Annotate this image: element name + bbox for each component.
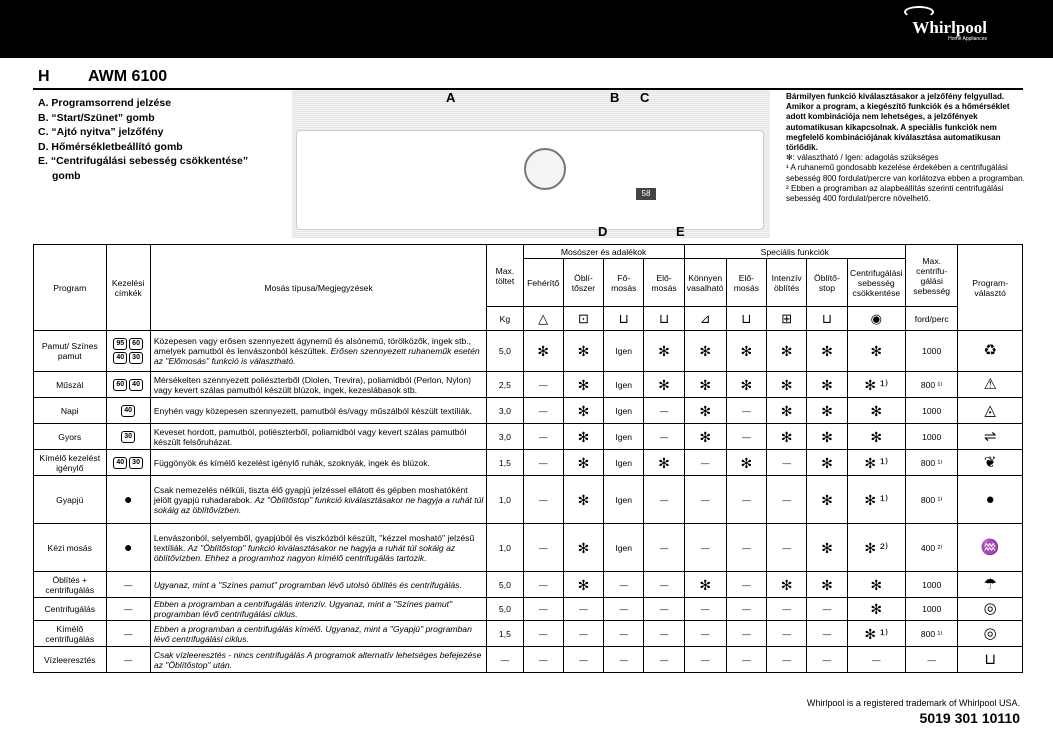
- care-labels: —: [106, 621, 150, 647]
- program-selector-icon: ◎: [958, 598, 1023, 621]
- care-labels: [106, 398, 150, 424]
- cell-1: ✻: [563, 424, 603, 450]
- max-rpm: 1000: [906, 598, 958, 621]
- label-b: B: [610, 90, 620, 105]
- program-desc: Lenvászonból, selyemből, gyapjúból és viszkózból készült, "kézzel mosható" jelzésű textíliák. Az "Öblítőstop" funkció kiválasztásakor ne hagyja a ruhát túl sokáig az öblítővízben. Ehhez a programhoz nagyon kímélő centrifugálás tartozik.: [150, 524, 486, 572]
- max-load: 1,0: [487, 476, 523, 524]
- h-spec: Speciális funkciók: [684, 245, 905, 259]
- cell-8: ✻: [847, 398, 905, 424]
- program-name: Napi: [34, 398, 107, 424]
- program-name: Gyapjú: [34, 476, 107, 524]
- care-label-badge: 30: [121, 431, 135, 443]
- col-header-6: Intenzív öblítés: [767, 259, 807, 307]
- h-kezelesi: Kezelési címkék: [106, 245, 150, 331]
- note-2: Amikor a program, a kiegészítő funkciók és a hőmérséklet adott kombinációja nem lehetséges, a jelzőfények automatikusan kikapcsolnak. A speciális funkciók nem megfelelő kombinációjának kiválasztása automatikusan törlődik.: [786, 102, 1010, 153]
- cell-2: —: [604, 572, 644, 598]
- cell-6: —: [767, 598, 807, 621]
- cell-2: —: [604, 647, 644, 673]
- cell-8: ✻: [847, 598, 905, 621]
- cell-3: ✻: [644, 450, 684, 476]
- cell-2: Igen: [604, 450, 644, 476]
- table-row: [34, 598, 1023, 621]
- col-header-1: Öblí-tőszer: [563, 259, 603, 307]
- program-selector-icon: ◎: [958, 621, 1023, 647]
- program-selector-icon: ♻: [958, 331, 1023, 372]
- cell-5: —: [726, 572, 766, 598]
- cell-4: ✻: [684, 572, 726, 598]
- col-icon-8: ◉: [847, 307, 905, 331]
- cell-1: ✻: [563, 476, 603, 524]
- cell-0: —: [523, 598, 563, 621]
- col-header-3: Elő-mosás: [644, 259, 684, 307]
- footnote-1: ¹ A ruhanemű gondosabb kezelése érdekében a centrifugálási sebesség 800 fordulat/percre van korlátozva ebben a programban.: [786, 163, 1025, 183]
- cell-1: —: [563, 621, 603, 647]
- care-labels: [106, 372, 150, 398]
- cell-7: —: [807, 647, 847, 673]
- care-labels: [106, 424, 150, 450]
- program-name: Műszál: [34, 372, 107, 398]
- cell-4: ✻: [684, 331, 726, 372]
- care-labels: —: [106, 647, 150, 673]
- col-header-4: Könnyen vasalható: [684, 259, 726, 307]
- cell-2: Igen: [604, 331, 644, 372]
- table-row: [34, 621, 1023, 647]
- program-name: Öblítés + centrifugálás: [34, 572, 107, 598]
- cell-6: —: [767, 476, 807, 524]
- cell-0: —: [523, 647, 563, 673]
- max-rpm: 400 ²⁾: [906, 524, 958, 572]
- h-valaszto: Program-választó: [958, 245, 1023, 331]
- cell-8: ✻ ¹⁾: [847, 621, 905, 647]
- max-rpm: 1000: [906, 424, 958, 450]
- top-bar: [0, 0, 1053, 58]
- note-1: Bármilyen funkció kiválasztásakor a jelzőfény felgyullad.: [786, 92, 1005, 101]
- program-desc: Ebben a programban a centrifugálás kímélő. Ugyanaz, mint a "Gyapjú" programban lévő centrifugálási ciklus.: [150, 621, 486, 647]
- cell-7: ✻: [807, 372, 847, 398]
- care-label-badge: 40: [113, 457, 127, 469]
- label-a: A: [446, 90, 456, 105]
- cell-5: —: [726, 598, 766, 621]
- language-code: H: [38, 68, 50, 85]
- footnote-2: ² Ebben a programban az alapbeállítás szerinti centrifugálási sebesség 400 fordulat/percre növelhető.: [786, 183, 1004, 204]
- temperature-display: 58: [636, 188, 656, 200]
- cell-1: ✻: [563, 398, 603, 424]
- cell-3: —: [644, 398, 684, 424]
- cell-6: ✻: [767, 331, 807, 372]
- cell-8: ✻: [847, 424, 905, 450]
- model-title: AWM 6100: [88, 68, 168, 85]
- col-icon-2: ⊔: [604, 307, 644, 331]
- cell-1: ✻: [563, 524, 603, 572]
- cell-4: ✻: [684, 372, 726, 398]
- cell-1: —: [563, 598, 603, 621]
- cell-0: —: [523, 621, 563, 647]
- program-desc: Közepesen vagy erősen szennyezett ágynemű és alsónemű, törölközők, ingek stb., amelyek pamutból és lenvászonból készültek. Erősen szennyezett ruhaneműk esetén az "Előmosás" funkció is választható.: [150, 331, 486, 372]
- cell-2: —: [604, 621, 644, 647]
- max-load: 1,5: [487, 621, 523, 647]
- max-rpm: 800 ¹⁾: [906, 450, 958, 476]
- col-icon-7: ⊔: [807, 307, 847, 331]
- cell-6: ✻: [767, 372, 807, 398]
- program-name: Kézi mosás: [34, 524, 107, 572]
- care-labels: [106, 450, 150, 476]
- program-name: Vízleeresztés: [34, 647, 107, 673]
- care-label-badge: 60: [129, 338, 143, 350]
- program-desc: Függönyök és kímélő kezelést igénylő ruhák, szoknyák, ingek és blúzok.: [150, 450, 486, 476]
- cell-5: —: [726, 476, 766, 524]
- program-name: Kímélő kezelést igénylő: [34, 450, 107, 476]
- program-name: Centrifugálás: [34, 598, 107, 621]
- label-e: E: [676, 224, 685, 239]
- max-load: 1,0: [487, 524, 523, 572]
- cell-0: ✻: [523, 331, 563, 372]
- care-label-badge: 40: [129, 379, 143, 391]
- cell-0: —: [523, 372, 563, 398]
- program-desc: Ebben a programban a centrifugálás intenzív. Ugyanaz, mint a "Színes pamut" programban lévő centrifugálási ciklus.: [150, 598, 486, 621]
- cell-3: —: [644, 572, 684, 598]
- col-header-8: Centrifugálási sebesség csökkentése: [847, 259, 905, 307]
- cell-6: —: [767, 621, 807, 647]
- program-name: Gyors: [34, 424, 107, 450]
- legend-d: D. Hőmérsékletbeállító gomb: [38, 140, 183, 153]
- col-header-0: Fehérítő: [523, 259, 563, 307]
- h-program: Program: [34, 245, 107, 331]
- h-cent: Max. centrifu-gálási sebesség: [906, 245, 958, 307]
- col-header-2: Fő-mosás: [604, 259, 644, 307]
- care-label-badge: 30: [129, 352, 143, 364]
- cell-5: —: [726, 621, 766, 647]
- cell-3: —: [644, 621, 684, 647]
- care-labels: ●: [106, 524, 150, 572]
- program-dial[interactable]: [524, 148, 566, 190]
- program-desc: Keveset hordott, pamutból, poliészterből, poliamidból vagy kevert szálas pamutból készült felsőruházat.: [150, 424, 486, 450]
- cell-0: —: [523, 424, 563, 450]
- program-desc: Csak nemezelés nélküli, tiszta élő gyapjú jelzéssel ellátott és gépben moshatóként jelölt gyapjú ruhadarabok. Az "Öblítőstop" funkció kiválasztásakor ne hagyja a ruhát túl sokáig az öblítővízben.: [150, 476, 486, 524]
- cell-7: ✻: [807, 476, 847, 524]
- cell-4: —: [684, 450, 726, 476]
- cell-4: —: [684, 524, 726, 572]
- col-header-5: Elő-mosás: [726, 259, 766, 307]
- cell-0: —: [523, 572, 563, 598]
- cell-1: ✻: [563, 372, 603, 398]
- cell-7: ✻: [807, 572, 847, 598]
- cell-1: ✻: [563, 572, 603, 598]
- table-row: [34, 476, 1023, 524]
- table-row: [34, 450, 1023, 476]
- cell-8: ✻ ¹⁾: [847, 450, 905, 476]
- program-selector-icon: ☂: [958, 572, 1023, 598]
- max-load: 5,0: [487, 598, 523, 621]
- cell-6: ✻: [767, 572, 807, 598]
- control-panel-image: [292, 90, 770, 238]
- table-row: [34, 424, 1023, 450]
- max-load: 5,0: [487, 572, 523, 598]
- cell-5: ✻: [726, 372, 766, 398]
- care-label-badge: 60: [113, 379, 127, 391]
- cell-3: —: [644, 598, 684, 621]
- col-icon-0: △: [523, 307, 563, 331]
- cell-1: —: [563, 647, 603, 673]
- cell-1: ✻: [563, 331, 603, 372]
- note-3: ✻: választható / Igen: adagolás szükséges: [786, 153, 939, 163]
- cell-8: ✻ ¹⁾: [847, 372, 905, 398]
- legend-a: A. Programsorrend jelzése: [38, 97, 172, 109]
- cell-4: ✻: [684, 398, 726, 424]
- program-selector-icon: ⚠: [958, 372, 1023, 398]
- cell-1: ✻: [563, 450, 603, 476]
- table-row: [34, 572, 1023, 598]
- program-selector-icon: ⇌: [958, 424, 1023, 450]
- label-c: C: [640, 90, 650, 105]
- cell-5: ✻: [726, 331, 766, 372]
- h-mosas: Mosás típusa/Megjegyzések: [150, 245, 486, 331]
- max-load: 1,5: [487, 450, 523, 476]
- cell-7: ✻: [807, 524, 847, 572]
- h-kg: Kg: [487, 307, 523, 331]
- cell-2: Igen: [604, 524, 644, 572]
- max-load: —: [487, 647, 523, 673]
- document-code: 5019 301 10110: [919, 710, 1020, 726]
- max-rpm: 800 ¹⁾: [906, 372, 958, 398]
- cell-8: ✻: [847, 331, 905, 372]
- cell-6: ✻: [767, 424, 807, 450]
- max-rpm: 1000: [906, 572, 958, 598]
- col-icon-4: ⊿: [684, 307, 726, 331]
- cell-5: —: [726, 398, 766, 424]
- cell-3: —: [644, 524, 684, 572]
- program-selector-icon: ⊔: [958, 647, 1023, 673]
- cell-2: Igen: [604, 424, 644, 450]
- program-desc: Enyhén vagy közepesen szennyezett, pamutból és/vagy műszálból készült textíliák.: [150, 398, 486, 424]
- cell-6: ✻: [767, 398, 807, 424]
- cell-4: —: [684, 476, 726, 524]
- cell-4: ✻: [684, 424, 726, 450]
- cell-7: ✻: [807, 331, 847, 372]
- cell-4: —: [684, 621, 726, 647]
- max-rpm: 1000: [906, 331, 958, 372]
- cell-3: —: [644, 647, 684, 673]
- care-labels: —: [106, 598, 150, 621]
- cell-8: —: [847, 647, 905, 673]
- program-selector-icon: ♒: [958, 524, 1023, 572]
- cell-6: —: [767, 647, 807, 673]
- cell-4: —: [684, 647, 726, 673]
- cell-4: —: [684, 598, 726, 621]
- cell-2: Igen: [604, 398, 644, 424]
- cell-3: ✻: [644, 331, 684, 372]
- program-desc: Csak vízleeresztés - nincs centrifugálás A programok alternatív lehetséges befejezése az "Öblítőstop" után.: [150, 647, 486, 673]
- cell-5: —: [726, 524, 766, 572]
- table-row: [34, 647, 1023, 673]
- table-row: [34, 372, 1023, 398]
- col-icon-3: ⊔: [644, 307, 684, 331]
- legend-e: E. “Centrifugálási sebesség csökkentése”: [38, 155, 249, 167]
- cell-2: Igen: [604, 476, 644, 524]
- max-load: 3,0: [487, 398, 523, 424]
- col-icon-5: ⊔: [726, 307, 766, 331]
- care-label-badge: 95: [113, 338, 127, 350]
- cell-5: ✻: [726, 450, 766, 476]
- cell-7: ✻: [807, 450, 847, 476]
- care-label-badge: 40: [113, 352, 127, 364]
- cell-8: ✻ ¹⁾: [847, 476, 905, 524]
- h-mososzer: Mosószer és adalékok: [523, 245, 684, 259]
- table-row: [34, 524, 1023, 572]
- program-selector-icon: ❦: [958, 450, 1023, 476]
- max-load: 5,0: [487, 331, 523, 372]
- legend-e-cont: gomb: [52, 169, 81, 182]
- max-load: 2,5: [487, 372, 523, 398]
- care-labels: [106, 331, 150, 372]
- trademark-note: Whirlpool is a registered trademark of Whirlpool USA.: [806, 698, 1020, 708]
- cell-0: —: [523, 398, 563, 424]
- label-d: D: [598, 224, 608, 239]
- max-rpm: 800 ¹⁾: [906, 621, 958, 647]
- legend-b: B. “Start/Szünet” gomb: [38, 111, 155, 124]
- program-selector-icon: ●: [958, 476, 1023, 524]
- table-row: [34, 331, 1023, 372]
- h-rpm-unit: ford/perc: [906, 307, 958, 331]
- max-rpm: —: [906, 647, 958, 673]
- col-header-7: Öblítő-stop: [807, 259, 847, 307]
- table-row: [34, 398, 1023, 424]
- program-table: [33, 244, 1023, 673]
- max-load: 3,0: [487, 424, 523, 450]
- program-name: Kímélő centrifugálás: [34, 621, 107, 647]
- cell-3: —: [644, 476, 684, 524]
- cell-3: ✻: [644, 372, 684, 398]
- care-label-badge: 40: [121, 405, 135, 417]
- cell-0: —: [523, 476, 563, 524]
- cell-8: ✻: [847, 572, 905, 598]
- cell-7: —: [807, 598, 847, 621]
- program-name: Pamut/ Színes pamut: [34, 331, 107, 372]
- program-selector-icon: ◬: [958, 398, 1023, 424]
- cell-5: —: [726, 424, 766, 450]
- max-rpm: 1000: [906, 398, 958, 424]
- cell-0: —: [523, 450, 563, 476]
- care-labels: ●: [106, 476, 150, 524]
- col-icon-1: ⊡: [563, 307, 603, 331]
- cell-7: ✻: [807, 398, 847, 424]
- program-desc: Ugyanaz, mint a "Színes pamut" programban lévő utolsó öblítés és centrifugálás.: [150, 572, 486, 598]
- program-desc: Mérsékelten szennyezett poliészterből (Diolen, Trevira), poliamidból (Perlon, Nylon) vagy kevert szálas pamutból készült blúzok, ingek, kezeslábasok stb.: [150, 372, 486, 398]
- legend: [38, 96, 248, 183]
- cell-6: —: [767, 450, 807, 476]
- h-max: Max. töltet: [487, 245, 523, 307]
- max-rpm: 800 ¹⁾: [906, 476, 958, 524]
- cell-7: —: [807, 621, 847, 647]
- cell-0: —: [523, 524, 563, 572]
- col-icon-6: ⊞: [767, 307, 807, 331]
- cell-2: —: [604, 598, 644, 621]
- cell-8: ✻ ²⁾: [847, 524, 905, 572]
- cell-3: —: [644, 424, 684, 450]
- whirlpool-logo: Whirlpool Home Appliances: [912, 18, 987, 42]
- cell-2: Igen: [604, 372, 644, 398]
- care-label-badge: 30: [129, 457, 143, 469]
- cell-7: ✻: [807, 424, 847, 450]
- cell-6: —: [767, 524, 807, 572]
- notes: [786, 92, 1031, 204]
- cell-5: —: [726, 647, 766, 673]
- care-labels: —: [106, 572, 150, 598]
- legend-c: C. “Ajtó nyitva” jelzőfény: [38, 126, 164, 138]
